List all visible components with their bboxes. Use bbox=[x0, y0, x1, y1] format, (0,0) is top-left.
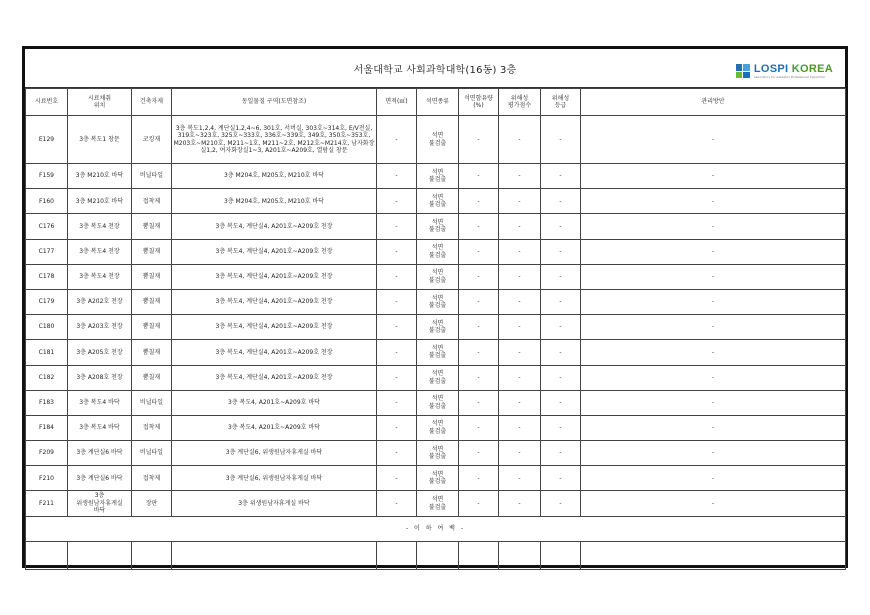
asbestos-content-cell: - bbox=[459, 390, 499, 415]
sample-location-cell: 3층 복도4 바닥 bbox=[68, 415, 132, 440]
area-sqm-cell: - bbox=[377, 189, 417, 214]
same-material-area-cell: 3층 복도4, 계단실4, A201호~A209호 천장 bbox=[172, 315, 377, 340]
column-header: 면적(㎡) bbox=[377, 89, 417, 116]
blank-cell bbox=[377, 541, 417, 569]
same-material-area-cell: 3층 복도4, 계단실4, A201호~A209호 천장 bbox=[172, 214, 377, 239]
asbestos-type-cell: 석면 불검출 bbox=[417, 365, 459, 390]
table-row bbox=[26, 214, 846, 239]
title-row bbox=[25, 49, 845, 88]
risk-score-cell: - bbox=[499, 441, 541, 466]
column-header: 위해성 평가점수 bbox=[499, 89, 541, 116]
building-material-cell: 뿜칠재 bbox=[132, 264, 172, 289]
sample-location-cell: 3층 위생원남자휴게실 바닥 bbox=[68, 491, 132, 516]
risk-grade-cell: - bbox=[541, 264, 581, 289]
blank-row bbox=[26, 541, 846, 569]
building-material-cell: 뿜칠재 bbox=[132, 214, 172, 239]
document-frame bbox=[22, 46, 848, 568]
page-title: 서울대학교 사회과학대학(16동) 3층 bbox=[353, 65, 517, 76]
risk-grade-cell: - bbox=[541, 189, 581, 214]
asbestos-content-cell: - bbox=[459, 315, 499, 340]
risk-grade-cell: - bbox=[541, 289, 581, 314]
column-header: 석면함유량 (%) bbox=[459, 89, 499, 116]
area-sqm-cell: - bbox=[377, 164, 417, 189]
asbestos-content-cell: - bbox=[459, 340, 499, 365]
sample-id-cell: C179 bbox=[26, 289, 68, 314]
asbestos-content-cell: - bbox=[459, 164, 499, 189]
column-header: 동일물질 구역(도면참조) bbox=[172, 89, 377, 116]
management-plan-cell: - bbox=[581, 116, 846, 164]
table-row bbox=[26, 466, 846, 491]
building-material-cell: 비닐타일 bbox=[132, 390, 172, 415]
blank-cell bbox=[172, 541, 377, 569]
risk-grade-cell: - bbox=[541, 491, 581, 516]
asbestos-content-cell: - bbox=[459, 214, 499, 239]
asbestos-type-cell: 석면 불검출 bbox=[417, 116, 459, 164]
risk-score-cell: - bbox=[499, 239, 541, 264]
management-plan-cell: - bbox=[581, 289, 846, 314]
building-material-cell: 접착제 bbox=[132, 415, 172, 440]
area-sqm-cell: - bbox=[377, 289, 417, 314]
area-sqm-cell: - bbox=[377, 214, 417, 239]
sample-id-cell: C181 bbox=[26, 340, 68, 365]
risk-grade-cell: - bbox=[541, 415, 581, 440]
table-row bbox=[26, 365, 846, 390]
risk-score-cell: - bbox=[499, 415, 541, 440]
sample-location-cell: 3층 A203호 천장 bbox=[68, 315, 132, 340]
column-header: 위해성 등급 bbox=[541, 89, 581, 116]
same-material-area-cell: 3층 M204호, M205호, M210호 바닥 bbox=[172, 164, 377, 189]
table-row bbox=[26, 415, 846, 440]
same-material-area-cell: 3층 복도4, A201호~A209호 바닥 bbox=[172, 390, 377, 415]
management-plan-cell: - bbox=[581, 466, 846, 491]
risk-grade-cell: - bbox=[541, 315, 581, 340]
asbestos-survey-table bbox=[25, 88, 846, 570]
sample-location-cell: 3층 M210호 바닥 bbox=[68, 189, 132, 214]
sample-id-cell: C177 bbox=[26, 239, 68, 264]
column-header: 건축자재 bbox=[132, 89, 172, 116]
asbestos-content-cell: - bbox=[459, 415, 499, 440]
column-header: 관리방안 bbox=[581, 89, 846, 116]
area-sqm-cell: - bbox=[377, 239, 417, 264]
area-sqm-cell: - bbox=[377, 264, 417, 289]
risk-grade-cell: - bbox=[541, 214, 581, 239]
area-sqm-cell: - bbox=[377, 441, 417, 466]
building-material-cell: 뿜칠재 bbox=[132, 315, 172, 340]
same-material-area-cell: 3층 M204호, M205호, M210호 바닥 bbox=[172, 189, 377, 214]
management-plan-cell: - bbox=[581, 390, 846, 415]
building-material-cell: 비닐타일 bbox=[132, 164, 172, 189]
sample-location-cell: 3층 계단실6 바닥 bbox=[68, 441, 132, 466]
same-material-area-cell: 3층 계단실6, 위생원남자휴게실 바닥 bbox=[172, 466, 377, 491]
risk-score-cell: - bbox=[499, 340, 541, 365]
building-material-cell: 뿜칠재 bbox=[132, 340, 172, 365]
risk-score-cell: - bbox=[499, 164, 541, 189]
risk-grade-cell: - bbox=[541, 116, 581, 164]
management-plan-cell: - bbox=[581, 264, 846, 289]
risk-grade-cell: - bbox=[541, 390, 581, 415]
asbestos-type-cell: 석면 불검출 bbox=[417, 189, 459, 214]
table-row bbox=[26, 289, 846, 314]
blank-cell bbox=[499, 541, 541, 569]
area-sqm-cell: - bbox=[377, 116, 417, 164]
asbestos-type-cell: 석면 불검출 bbox=[417, 239, 459, 264]
sample-location-cell: 3층 복도4 천장 bbox=[68, 214, 132, 239]
management-plan-cell: - bbox=[581, 441, 846, 466]
sample-id-cell: E129 bbox=[26, 116, 68, 164]
area-sqm-cell: - bbox=[377, 415, 417, 440]
asbestos-type-cell: 석면 불검출 bbox=[417, 491, 459, 516]
logo-tagline: Laboratory for Asbestos Professional Inspection bbox=[753, 74, 826, 79]
table-row bbox=[26, 315, 846, 340]
area-sqm-cell: - bbox=[377, 365, 417, 390]
asbestos-type-cell: 석면 불검출 bbox=[417, 264, 459, 289]
risk-grade-cell: - bbox=[541, 164, 581, 189]
asbestos-content-cell: - bbox=[459, 239, 499, 264]
management-plan-cell: - bbox=[581, 415, 846, 440]
risk-score-cell: - bbox=[499, 491, 541, 516]
sample-id-cell: F159 bbox=[26, 164, 68, 189]
same-material-area-cell: 3층 계단실6, 위생원남자휴게실 바닥 bbox=[172, 441, 377, 466]
risk-score-cell: - bbox=[499, 315, 541, 340]
sample-id-cell: C178 bbox=[26, 264, 68, 289]
logo-mark-icon bbox=[736, 64, 750, 78]
column-header: 시료번호 bbox=[26, 89, 68, 116]
management-plan-cell: - bbox=[581, 164, 846, 189]
asbestos-type-cell: 석면 불검출 bbox=[417, 390, 459, 415]
table-row bbox=[26, 189, 846, 214]
building-material-cell: 접착제 bbox=[132, 466, 172, 491]
asbestos-content-cell: - bbox=[459, 441, 499, 466]
risk-score-cell: - bbox=[499, 116, 541, 164]
building-material-cell: 장판 bbox=[132, 491, 172, 516]
management-plan-cell: - bbox=[581, 315, 846, 340]
management-plan-cell: - bbox=[581, 365, 846, 390]
area-sqm-cell: - bbox=[377, 466, 417, 491]
company-logo bbox=[736, 61, 833, 81]
blank-cell bbox=[459, 541, 499, 569]
sample-location-cell: 3층 복도4 천장 bbox=[68, 264, 132, 289]
asbestos-content-cell: - bbox=[459, 466, 499, 491]
management-plan-cell: - bbox=[581, 340, 846, 365]
sample-id-cell: C182 bbox=[26, 365, 68, 390]
building-material-cell: 접착제 bbox=[132, 189, 172, 214]
table-row bbox=[26, 491, 846, 516]
same-material-area-cell: 3층 복도4, A201호~A209호 바닥 bbox=[172, 415, 377, 440]
table-row bbox=[26, 441, 846, 466]
building-material-cell: 뿜칠재 bbox=[132, 239, 172, 264]
asbestos-content-cell: - bbox=[459, 491, 499, 516]
asbestos-type-cell: 석면 불검출 bbox=[417, 466, 459, 491]
risk-score-cell: - bbox=[499, 264, 541, 289]
risk-grade-cell: - bbox=[541, 239, 581, 264]
sample-location-cell: 3층 복도1 창문 bbox=[68, 116, 132, 164]
same-material-area-cell: 3층 복도4, 계단실4, A201호~A209호 천장 bbox=[172, 340, 377, 365]
sample-location-cell: 3층 A202호 천장 bbox=[68, 289, 132, 314]
logo-name: LOSPI KOREA bbox=[753, 62, 833, 75]
sample-id-cell: F210 bbox=[26, 466, 68, 491]
asbestos-type-cell: 석면 불검출 bbox=[417, 289, 459, 314]
table-header-row bbox=[26, 89, 846, 116]
table-row bbox=[26, 340, 846, 365]
management-plan-cell: - bbox=[581, 239, 846, 264]
building-material-cell: 뿜칠재 bbox=[132, 365, 172, 390]
building-material-cell: 비닐타일 bbox=[132, 441, 172, 466]
management-plan-cell: - bbox=[581, 491, 846, 516]
blank-cell bbox=[26, 541, 68, 569]
same-material-area-cell: 3층 복도4, 계단실4, A201호~A209호 천장 bbox=[172, 365, 377, 390]
column-header: 석면종류 bbox=[417, 89, 459, 116]
area-sqm-cell: - bbox=[377, 390, 417, 415]
asbestos-type-cell: 석면 불검출 bbox=[417, 340, 459, 365]
area-sqm-cell: - bbox=[377, 491, 417, 516]
sample-id-cell: F160 bbox=[26, 189, 68, 214]
end-note: - 이 하 여 백 - bbox=[26, 516, 846, 541]
risk-score-cell: - bbox=[499, 189, 541, 214]
sample-location-cell: 3층 계단실6 바닥 bbox=[68, 466, 132, 491]
risk-score-cell: - bbox=[499, 289, 541, 314]
risk-score-cell: - bbox=[499, 390, 541, 415]
blank-cell bbox=[68, 541, 132, 569]
same-material-area-cell: 3층 복도4, 계단실4, A201호~A209호 천장 bbox=[172, 239, 377, 264]
asbestos-content-cell: - bbox=[459, 365, 499, 390]
risk-score-cell: - bbox=[499, 214, 541, 239]
asbestos-type-cell: 석면 불검출 bbox=[417, 214, 459, 239]
sample-id-cell: F183 bbox=[26, 390, 68, 415]
risk-grade-cell: - bbox=[541, 441, 581, 466]
risk-score-cell: - bbox=[499, 466, 541, 491]
asbestos-content-cell: - bbox=[459, 264, 499, 289]
area-sqm-cell: - bbox=[377, 340, 417, 365]
asbestos-type-cell: 석면 불검출 bbox=[417, 164, 459, 189]
same-material-area-cell: 3층 복도4, 계단실4, A201호~A209호 천장 bbox=[172, 289, 377, 314]
table-row bbox=[26, 390, 846, 415]
same-material-area-cell: 3층 복도1,2,4, 계단실1,2,4~6, 301호, 서버실, 303호~314호, E/V전실, 319호~323호, 325호~333호, 336호~339호, 349호, 350호~353호, M203호~M210호, M211~1호, M211~2호, M212호~M214호, 남자화장실1,2, 여자화장실1~3, A201호~A209호, 열람실 창문 bbox=[172, 116, 377, 164]
risk-score-cell: - bbox=[499, 365, 541, 390]
asbestos-content-cell: - bbox=[459, 289, 499, 314]
table-row bbox=[26, 239, 846, 264]
blank-cell bbox=[417, 541, 459, 569]
blank-cell bbox=[581, 541, 846, 569]
end-note-row bbox=[26, 516, 846, 541]
same-material-area-cell: 3층 위생원남자휴게실 바닥 bbox=[172, 491, 377, 516]
table-row bbox=[26, 116, 846, 164]
sample-location-cell: 3층 복도4 바닥 bbox=[68, 390, 132, 415]
asbestos-type-cell: 석면 불검출 bbox=[417, 315, 459, 340]
building-material-cell: 뿜칠재 bbox=[132, 289, 172, 314]
management-plan-cell: - bbox=[581, 214, 846, 239]
management-plan-cell: - bbox=[581, 189, 846, 214]
same-material-area-cell: 3층 복도4, 계단실4, A201호~A209호 천장 bbox=[172, 264, 377, 289]
blank-cell bbox=[132, 541, 172, 569]
asbestos-content-cell: - bbox=[459, 189, 499, 214]
asbestos-type-cell: 석면 불검출 bbox=[417, 415, 459, 440]
building-material-cell: 코킹재 bbox=[132, 116, 172, 164]
blank-cell bbox=[541, 541, 581, 569]
asbestos-content-cell: - bbox=[459, 116, 499, 164]
sample-location-cell: 3층 복도4 천장 bbox=[68, 239, 132, 264]
table-row bbox=[26, 164, 846, 189]
sample-location-cell: 3층 M210호 바닥 bbox=[68, 164, 132, 189]
column-header: 시료채취 위치 bbox=[68, 89, 132, 116]
risk-grade-cell: - bbox=[541, 340, 581, 365]
sample-location-cell: 3층 A205호 천장 bbox=[68, 340, 132, 365]
risk-grade-cell: - bbox=[541, 365, 581, 390]
table-row bbox=[26, 264, 846, 289]
sample-id-cell: F184 bbox=[26, 415, 68, 440]
asbestos-type-cell: 석면 불검출 bbox=[417, 441, 459, 466]
sample-location-cell: 3층 A208호 천장 bbox=[68, 365, 132, 390]
sample-id-cell: C180 bbox=[26, 315, 68, 340]
risk-grade-cell: - bbox=[541, 466, 581, 491]
sample-id-cell: F211 bbox=[26, 491, 68, 516]
sample-id-cell: C176 bbox=[26, 214, 68, 239]
area-sqm-cell: - bbox=[377, 315, 417, 340]
sample-id-cell: F209 bbox=[26, 441, 68, 466]
